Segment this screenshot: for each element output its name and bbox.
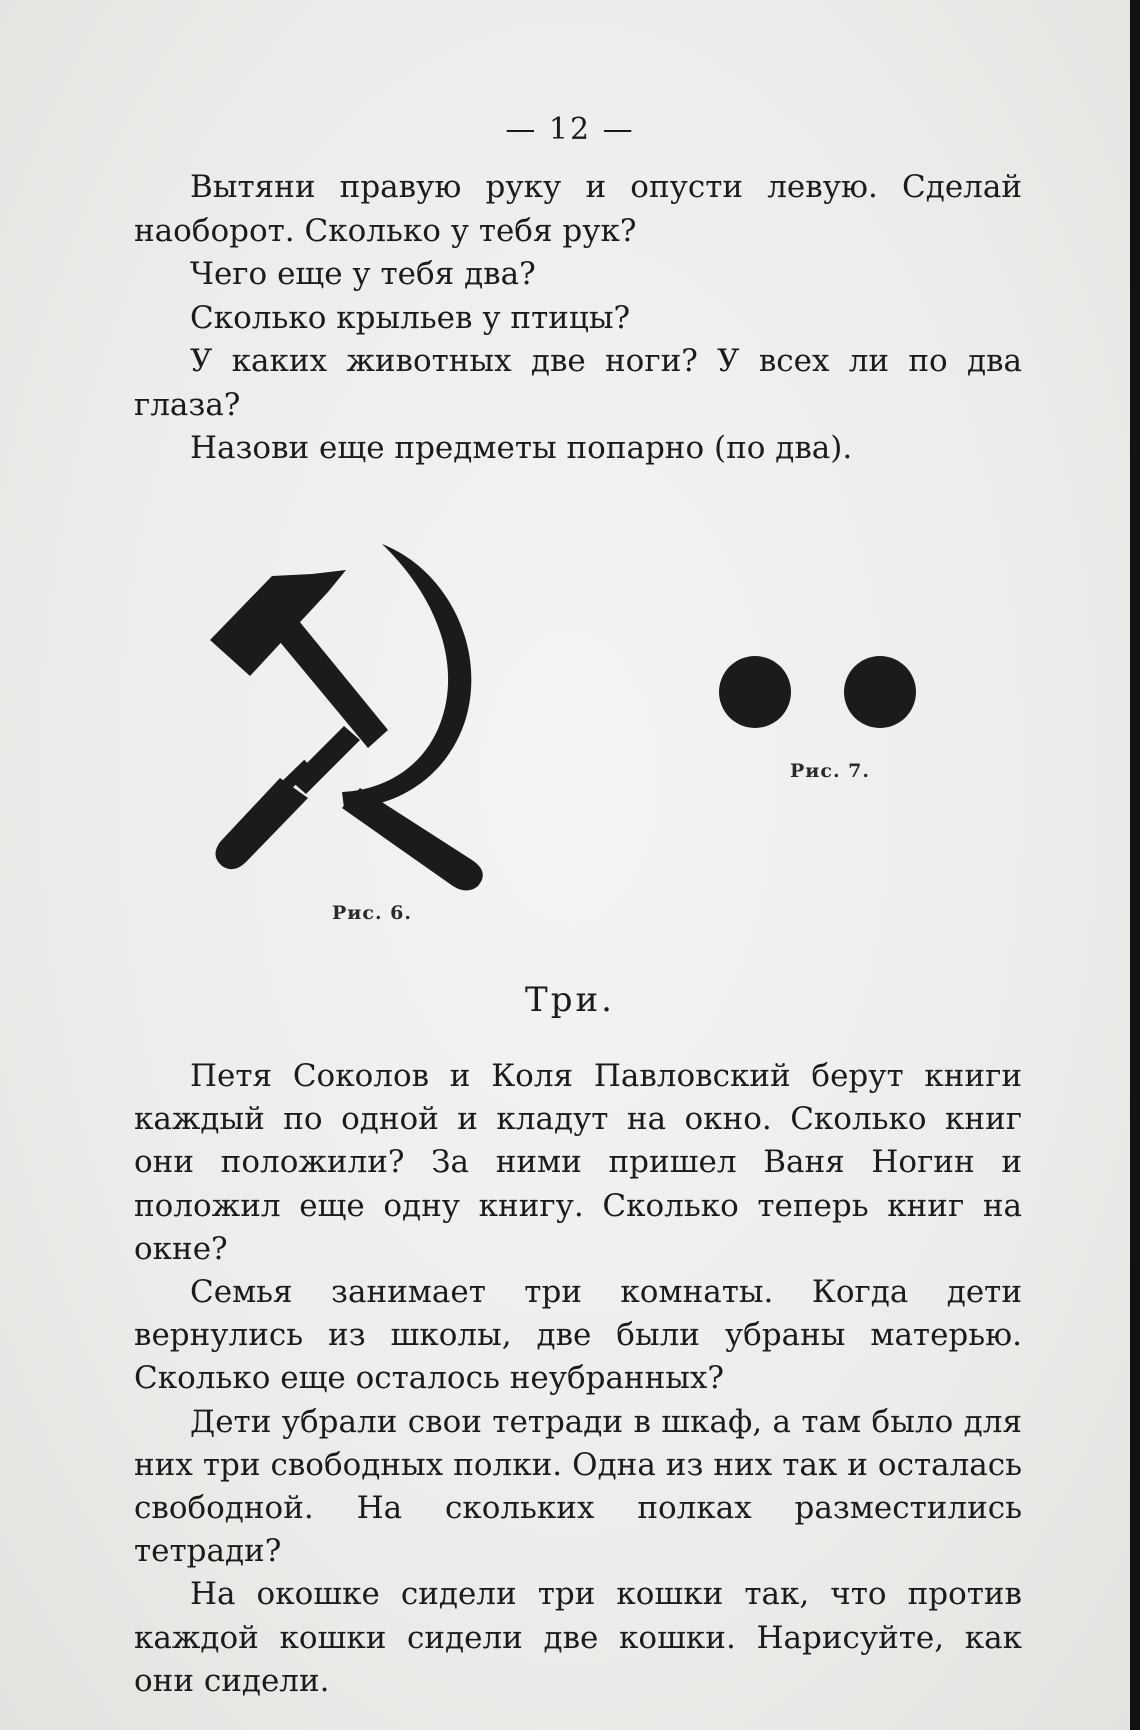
paragraph: У каких животных две ноги? У всех ли по два глаза? — [134, 343, 1022, 423]
section-title: Три. — [525, 980, 615, 1020]
sickle-handle — [342, 788, 483, 891]
hammer-shaft — [290, 726, 360, 794]
sickle-blade — [342, 544, 471, 808]
hammer-grip — [215, 778, 308, 869]
dot-left — [719, 656, 791, 728]
paragraph: Петя Соколов и Коля Павловский берут книги каждый по одной и кладут на окно. Сколько книг они положили? За ними пришел Ваня Ногин и положил еще одну книгу. Сколько теперь книг на окне? — [134, 1058, 1022, 1267]
hammer-and-sickle-figure — [210, 540, 550, 895]
paragraph: Семья занимает три комнаты. Когда дети вернулись из школы, две были убраны матерью. Сколько еще осталось неубранных? — [134, 1274, 1022, 1397]
bottom-text-block — [134, 1055, 1022, 1703]
paragraph: Назови еще предметы попарно (по два). — [190, 430, 853, 466]
paragraph: Чего еще у тебя два? — [190, 256, 536, 292]
two-dots-figure — [715, 650, 930, 735]
paragraph: Сколько крыльев у птицы? — [190, 299, 631, 336]
paragraph: На окошке сидели три кошки так, что против каждой кошки сидели две кошки. Нарисуйте, как они сидели. — [134, 1576, 1022, 1699]
page-edge-shadow — [1130, 0, 1140, 1730]
hammer-handle — [270, 610, 388, 748]
top-text-block — [134, 166, 1022, 471]
figure-caption-6: Рис. 6. — [332, 902, 413, 924]
figure-caption-7: Рис. 7. — [790, 760, 871, 782]
paragraph: Вытяни правую руку и опусти левую. Сделай наоборот. Сколько у тебя рук? — [134, 169, 1022, 249]
page-number: — 12 — — [505, 112, 635, 147]
paragraph: Дети убрали свои тетради в шкаф, а там было для них три свободных полки. Одна из них так и осталась свободной. На скольких полках разместились тетради? — [134, 1403, 1022, 1570]
dot-right — [844, 656, 916, 728]
